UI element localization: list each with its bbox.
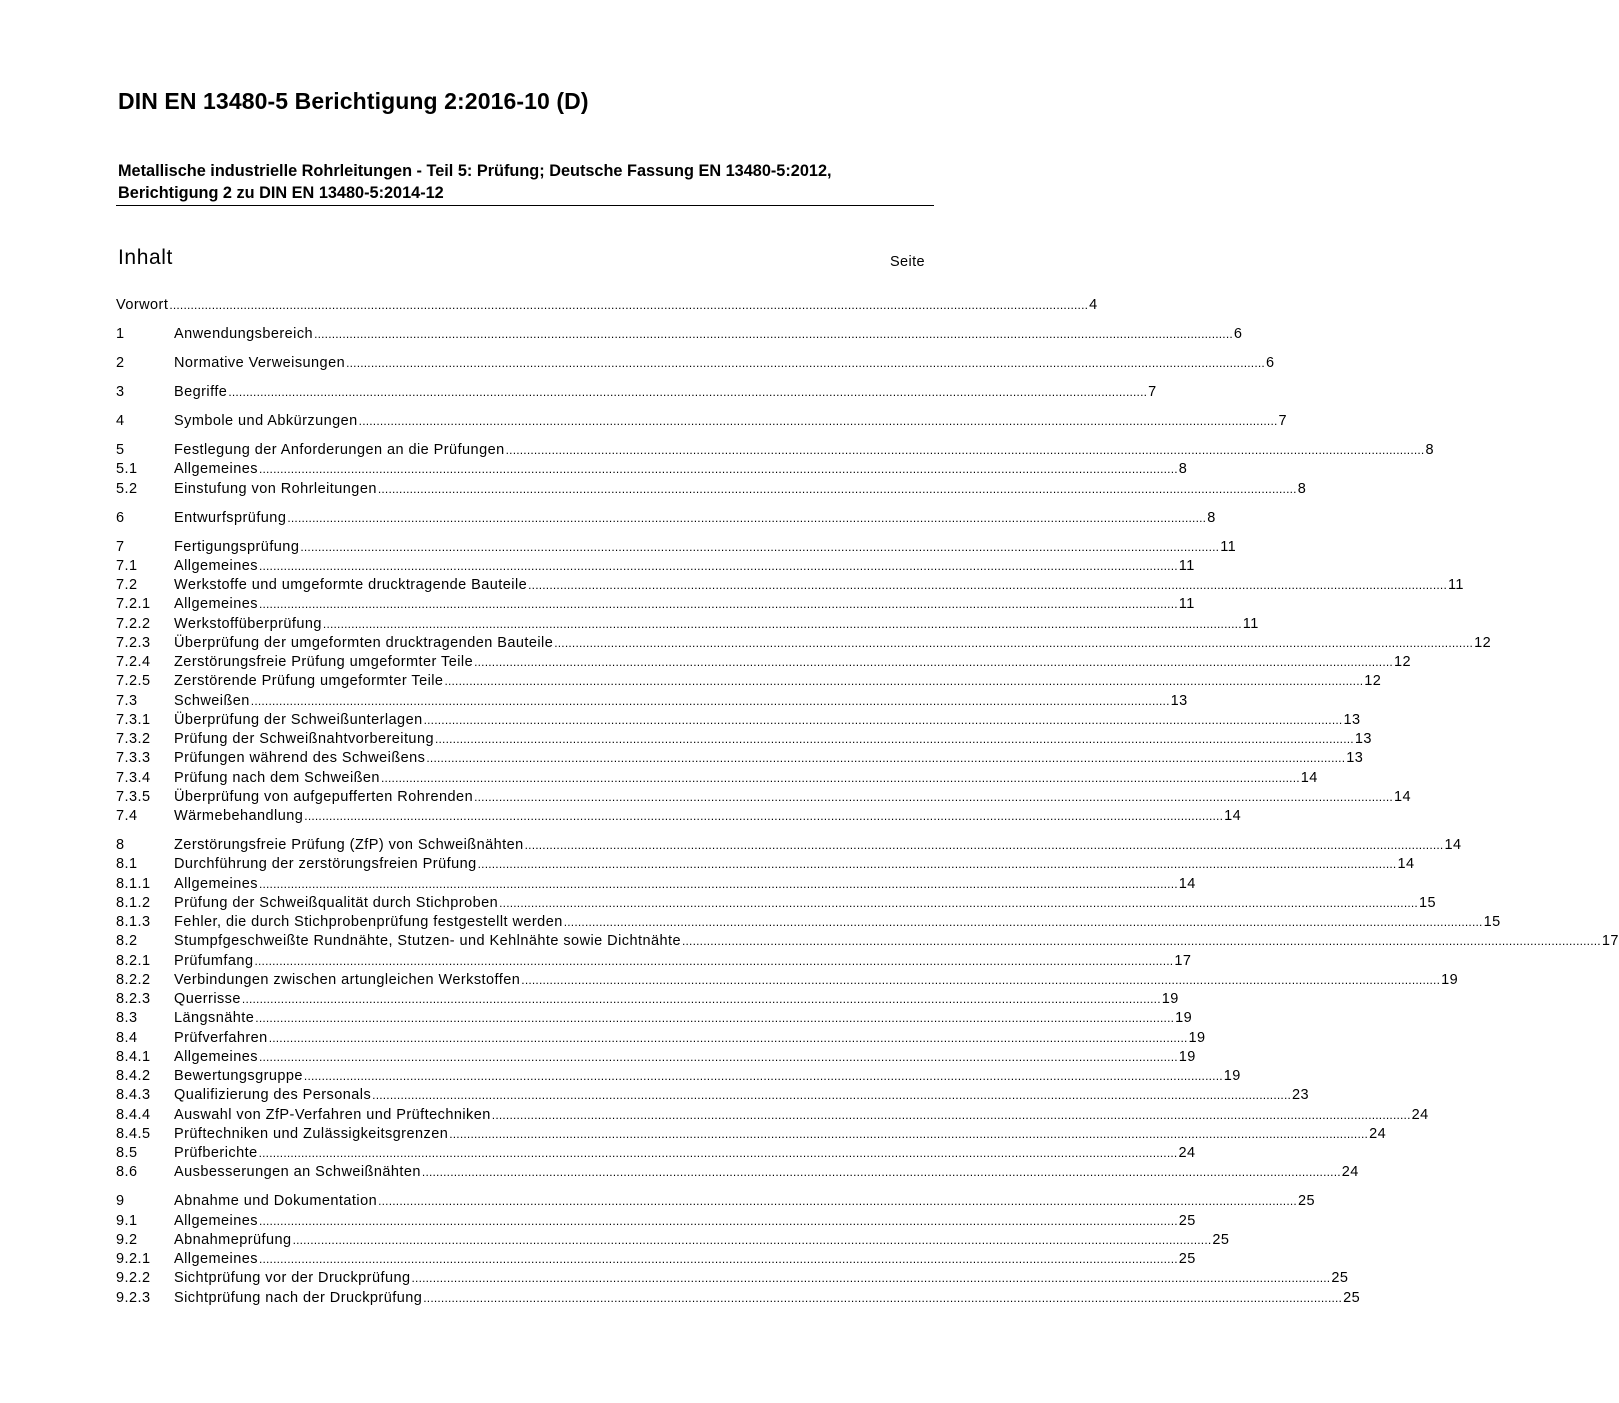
toc-entry-title: Abnahmeprüfung [174,1231,292,1248]
toc-entry-title: Verbindungen zwischen artungleichen Werkstoffen [174,971,521,988]
toc-leader-dots: .................................................................................................................................................................................................................................................................... [254,953,1174,968]
toc-entry[interactable] [116,1289,1361,1308]
toc-entry-title: Prüfungen während des Schweißens [174,750,426,767]
toc-entry[interactable] [116,807,1242,826]
toc-entry-page: 14 [1300,769,1318,786]
toc-entry[interactable] [116,1009,1193,1028]
toc-entry-number: 7.2.1 [116,596,151,613]
toc-entry-title: Normative Verweisungen [174,355,346,371]
toc-entry-page: 19 [1441,971,1459,988]
toc-entry[interactable] [116,354,1275,373]
toc-entry[interactable] [116,875,1196,894]
toc-leader-dots: .................................................................................................................................................................................................................................................................... [377,481,1297,496]
toc-entry-title: Vorwort [116,297,169,313]
toc-leader-dots: .................................................................................................................................................................................................................................................................... [268,1030,1188,1045]
toc-leader-dots: .................................................................................................................................................................................................................................................................... [258,1049,1178,1064]
toc-entry-title: Querrisse [174,991,241,1007]
toc-leader-dots: .................................................................................................................................................................................................................................................................... [378,1194,1297,1209]
toc-entry-title: Werkstoffüberprüfung [174,615,322,632]
toc-entry[interactable] [116,441,1434,460]
toc-entry-page: 25 [1178,1251,1196,1267]
toc-entry-number: 3 [116,384,125,400]
toc-entry-number: 8.2 [116,933,138,950]
toc-entry-page: 24 [1411,1106,1429,1123]
toc-leader-dots: .................................................................................................................................................................................................................................................................... [499,895,1418,910]
toc-entry[interactable] [116,1250,1196,1269]
toc-leader-dots: .................................................................................................................................................................................................................................................................... [563,915,1483,929]
toc-entry-page: 12 [1474,634,1492,651]
toc-leader-dots: .................................................................................................................................................................................................................................................................... [380,770,1300,785]
toc-entry-title: Allgemeines [174,461,258,478]
toc-entry-number: 8.4.5 [116,1125,151,1142]
toc-entry[interactable] [116,538,1237,557]
toc-entry-title: Ausbesserungen an Schweißnähten [174,1164,421,1181]
toc-entry[interactable] [116,990,1179,1009]
toc-heading: Inhalt [118,246,173,269]
toc-entry-number: 8.2.2 [116,971,151,988]
toc-entry[interactable] [116,952,1192,971]
toc-leader-dots: .................................................................................................................................................................................................................................................................... [477,857,1397,872]
toc-entry-number: 8.5 [116,1145,138,1161]
toc-entry-title: Entwurfsprüfung [174,509,287,526]
toc-entry-number: 4 [116,413,125,429]
toc-entry-title: Auswahl von ZfP-Verfahren und Prüftechniken [174,1106,491,1123]
toc-entry-page: 24 [1369,1125,1387,1142]
toc-entry-title: Stumpfgeschweißte Rundnähte, Stutzen- und Kehlnähte sowie Dichtnähte [174,933,681,950]
toc-entry-title: Zerstörungsfreie Prüfung umgeformter Teile [174,654,474,670]
toc-entry[interactable] [116,672,1382,691]
toc-entry-page: 14 [1178,875,1196,892]
toc-entry-page: 13 [1346,750,1364,767]
toc-leader-dots: .................................................................................................................................................................................................................................................................... [474,789,1393,804]
toc-entry-title: Durchführung der zerstörungsfreien Prüfung [174,856,477,873]
toc-entry-number: 9.2.3 [116,1289,151,1306]
toc-entry[interactable] [116,788,1411,807]
toc-entry-page: 17 [1601,933,1619,950]
toc-leader-dots: .................................................................................................................................................................................................................................................................... [474,655,1393,669]
toc-entry[interactable] [116,1212,1196,1231]
toc-entry-number: 9 [116,1193,125,1210]
toc-entry[interactable] [116,769,1318,788]
toc-entry-number: 8.4.4 [116,1106,151,1123]
toc-entry[interactable] [116,1144,1196,1163]
toc-entry[interactable] [116,480,1307,499]
toc-entry-page: 11 [1220,538,1237,555]
toc-leader-dots: .................................................................................................................................................................................................................................................................... [358,414,1278,428]
toc-leader-dots: .................................................................................................................................................................................................................................................................... [287,510,1207,525]
toc-leader-dots: .................................................................................................................................................................................................................................................................... [372,1088,1292,1103]
toc-entry[interactable] [116,711,1361,730]
toc-entry-number: 7 [116,538,125,555]
toc-entry-title: Fehler, die durch Stichprobenprüfung festgestellt werden [174,914,563,930]
toc-entry-page: 19 [1188,1029,1206,1046]
toc-entry-number: 6 [116,509,125,526]
toc-entry-title: Fertigungsprüfung [174,538,300,555]
toc-entry[interactable] [116,1163,1359,1182]
toc-entry-title: Allgemeines [174,1251,258,1267]
toc-entry[interactable] [116,412,1288,431]
toc-leader-dots: .................................................................................................................................................................................................................................................................... [505,443,1425,457]
toc-entry-page: 11 [1178,596,1195,613]
toc-leader-dots: .................................................................................................................................................................................................................................................................... [241,992,1161,1006]
toc-entry-number: 9.2 [116,1231,138,1248]
toc-entry-number: 8.2.1 [116,952,151,969]
toc-entry[interactable] [116,855,1415,874]
toc-leader-dots: .................................................................................................................................................................................................................................................................... [258,597,1178,612]
document-title: DIN EN 13480-5 Berichtigung 2:2016-10 (D) [118,88,589,114]
toc-entry-number: 7.2.3 [116,634,151,651]
document-subtitle: Metallische industrielle Rohrleitungen - Teil 5: Prüfung; Deutsche Fassung EN 13480-5:2012, Berichtigung 2 zu DIN EN 13480-5:2014-12 [118,162,832,202]
toc-entry-number: 8 [116,837,125,853]
toc-entry-page: 14 [1224,808,1242,824]
toc-entry-page: 11 [1242,615,1259,632]
toc-entry-page: 14 [1397,856,1415,873]
toc-entry[interactable] [116,1029,1206,1048]
toc-leader-dots: .................................................................................................................................................................................................................................................................... [554,635,1474,650]
toc-entry-number: 9.2.2 [116,1270,151,1287]
toc-entry[interactable] [116,1231,1230,1250]
toc-entry-title: Längsnähte [174,1010,255,1027]
toc-entry-page: 25 [1178,1212,1196,1229]
toc-entry-title: Prüfung der Schweißnahtvorbereitung [174,731,434,747]
toc-entry-number: 8.4 [116,1029,138,1046]
toc-leader-dots: .................................................................................................................................................................................................................................................................... [258,558,1178,573]
toc-entry[interactable] [116,1106,1429,1125]
toc-entry[interactable] [116,653,1411,672]
toc-entry-title: Überprüfung der Schweißunterlagen [174,711,423,728]
toc-leader-dots: .................................................................................................................................................................................................................................................................... [434,732,1354,746]
table-of-contents [116,296,1619,1308]
toc-entry-page: 13 [1343,711,1361,728]
toc-entry[interactable] [116,509,1216,528]
toc-entry-number: 7.3 [116,692,138,709]
toc-leader-dots: .................................................................................................................................................................................................................................................................... [258,876,1178,891]
toc-entry-title: Begriffe [174,384,228,400]
toc-entry-page: 25 [1343,1289,1361,1306]
toc-leader-dots: .................................................................................................................................................................................................................................................................... [449,1126,1369,1141]
toc-entry-title: Sichtprüfung vor der Druckprüfung [174,1270,411,1287]
toc-entry[interactable] [116,615,1259,634]
toc-entry-title: Anwendungsbereich [174,326,314,342]
toc-entry-number: 8.1.3 [116,914,151,930]
toc-entry-number: 5.1 [116,461,138,478]
toc-entry-number: 7.2 [116,577,138,593]
toc-entry-number: 7.4 [116,808,138,824]
toc-entry-page: 12 [1393,654,1411,670]
toc-entry-number: 9.2.1 [116,1251,151,1267]
toc-entry-title: Prüfverfahren [174,1029,268,1046]
toc-entry-title: Schweißen [174,692,250,709]
toc-entry-page: 6 [1233,326,1243,342]
toc-entry-page: 8 [1207,509,1216,526]
title-divider [116,205,934,206]
toc-entry-page: 19 [1223,1068,1241,1084]
toc-entry-number: 7.3.3 [116,750,151,767]
toc-entry-page: 24 [1341,1164,1359,1181]
toc-leader-dots: .................................................................................................................................................................................................................................................................... [491,1107,1411,1122]
toc-leader-dots: .................................................................................................................................................................................................................................................................... [322,616,1242,631]
toc-leader-dots: .................................................................................................................................................................................................................................................................... [426,751,1346,766]
toc-leader-dots: .................................................................................................................................................................................................................................................................... [258,1213,1178,1228]
toc-entry-page: 15 [1418,894,1436,911]
toc-leader-dots: .................................................................................................................................................................................................................................................................... [255,1011,1175,1026]
toc-entry[interactable] [116,894,1436,913]
toc-entry-page: 12 [1364,673,1382,690]
toc-entry-page: 11 [1447,577,1464,593]
toc-entry-page: 7 [1148,384,1157,400]
toc-entry[interactable] [116,971,1459,990]
toc-leader-dots: .................................................................................................................................................................................................................................................................... [421,1165,1341,1180]
toc-leader-dots: .................................................................................................................................................................................................................................................................... [314,327,1233,341]
toc-entry-number: 7.3.4 [116,769,151,786]
toc-entry[interactable] [116,595,1195,614]
toc-entry-page: 6 [1265,355,1275,371]
toc-entry-page: 19 [1178,1048,1196,1065]
toc-entry-page: 4 [1089,297,1098,313]
toc-entry-number: 9.1 [116,1212,138,1229]
toc-entry-page: 13 [1170,692,1188,709]
toc-entry-title: Zerstörungsfreie Prüfung (ZfP) von Schweißnähten [174,837,524,853]
toc-leader-dots: .................................................................................................................................................................................................................................................................... [346,356,1265,370]
toc-entry-page: 19 [1175,1010,1193,1027]
toc-entry-number: 1 [116,326,125,342]
toc-entry-page: 25 [1297,1193,1315,1210]
toc-leader-dots: .................................................................................................................................................................................................................................................................... [444,674,1364,689]
toc-entry[interactable] [116,1048,1196,1067]
toc-entry-title: Allgemeines [174,596,258,613]
toc-entry-number: 8.4.1 [116,1048,151,1065]
toc-entry-title: Festlegung der Anforderungen an die Prüfungen [174,442,505,458]
toc-entry-title: Überprüfung der umgeformten drucktragenden Bauteile [174,634,554,651]
toc-entry-title: Sichtprüfung nach der Druckprüfung [174,1289,423,1306]
toc-entry-number: 8.4.3 [116,1087,151,1104]
toc-leader-dots: .................................................................................................................................................................................................................................................................... [292,1232,1212,1247]
toc-entry-title: Qualifizierung des Personals [174,1087,372,1104]
toc-entry-title: Überprüfung von aufgepufferten Rohrenden [174,788,474,805]
toc-entry-title: Bewertungsgruppe [174,1068,303,1084]
toc-entry-number: 7.3.5 [116,788,151,805]
toc-entry-number: 8.6 [116,1164,138,1181]
toc-entry-number: 8.1.2 [116,894,151,911]
toc-entry-title: Wärmebehandlung [174,808,304,824]
toc-entry-page: 11 [1178,557,1195,574]
toc-entry-title: Allgemeines [174,875,258,892]
toc-entry-title: Abnahme und Dokumentation [174,1193,378,1210]
toc-entry[interactable] [116,576,1464,595]
toc-leader-dots: .................................................................................................................................................................................................................................................................... [681,934,1601,949]
toc-leader-dots: .................................................................................................................................................................................................................................................................... [528,578,1447,592]
toc-entry-number: 8.1.1 [116,875,151,892]
toc-entry[interactable] [116,383,1157,402]
toc-entry-title: Allgemeines [174,1212,258,1229]
toc-entry-page: 24 [1178,1145,1196,1161]
toc-entry-title: Prüftechniken und Zulässigkeitsgrenzen [174,1125,449,1142]
toc-entry[interactable] [116,557,1195,576]
toc-entry-title: Allgemeines [174,557,258,574]
toc-entry[interactable] [116,749,1364,768]
toc-entry-page: 8 [1178,461,1188,478]
toc-entry-page: 25 [1331,1270,1349,1287]
toc-entry-page: 14 [1444,837,1462,853]
toc-entry-number: 5.2 [116,480,138,497]
toc-entry-title: Prüfung nach dem Schweißen [174,769,380,786]
toc-leader-dots: .................................................................................................................................................................................................................................................................... [423,1290,1343,1305]
toc-entry-page: 19 [1161,991,1179,1007]
toc-leader-dots: .................................................................................................................................................................................................................................................................... [411,1271,1331,1286]
toc-entry[interactable] [116,1086,1310,1105]
toc-entry-number: 7.2.5 [116,673,151,690]
toc-leader-dots: .................................................................................................................................................................................................................................................................... [423,712,1343,727]
toc-entry-number: 7.3.2 [116,731,151,747]
toc-entry[interactable] [116,634,1492,653]
toc-leader-dots: .................................................................................................................................................................................................................................................................... [304,809,1224,823]
toc-entry[interactable] [116,1269,1349,1288]
toc-entry[interactable] [116,692,1188,711]
toc-entry[interactable] [116,836,1462,855]
toc-entry[interactable] [116,1067,1241,1086]
toc-entry-title: Zerstörende Prüfung umgeformter Teile [174,673,444,690]
toc-entry-page: 23 [1292,1087,1310,1104]
toc-entry-page: 25 [1212,1231,1230,1248]
toc-entry[interactable] [116,1125,1387,1144]
toc-entry-page: 7 [1278,413,1288,429]
toc-leader-dots: .................................................................................................................................................................................................................................................................... [250,693,1170,708]
toc-entry-page: 13 [1354,731,1372,747]
toc-leader-dots: .................................................................................................................................................................................................................................................................... [228,385,1148,399]
toc-entry-title: Allgemeines [174,1048,258,1065]
toc-leader-dots: .................................................................................................................................................................................................................................................................... [258,1252,1178,1266]
toc-entry-number: 7.1 [116,557,138,574]
toc-leader-dots: .................................................................................................................................................................................................................................................................... [258,462,1178,477]
toc-entry-number: 8.3 [116,1010,138,1027]
toc-entry-number: 5 [116,442,125,458]
toc-entry-number: 8.4.2 [116,1068,151,1084]
toc-entry-title: Einstufung von Rohrleitungen [174,480,377,497]
toc-leader-dots: .................................................................................................................................................................................................................................................................... [169,298,1089,312]
toc-leader-dots: .................................................................................................................................................................................................................................................................... [258,1146,1178,1160]
toc-entry-page: 8 [1425,442,1434,458]
toc-leader-dots: .................................................................................................................................................................................................................................................................... [303,1069,1223,1083]
toc-entry[interactable] [116,932,1619,951]
toc-entry-title: Prüfberichte [174,1145,258,1161]
toc-entry[interactable] [116,913,1501,932]
toc-entry-page: 15 [1483,914,1501,930]
toc-entry-number: 7.3.1 [116,711,151,728]
toc-leader-dots: .................................................................................................................................................................................................................................................................... [300,539,1220,554]
toc-entry-page: 14 [1393,788,1411,805]
toc-entry-number: 7.2.4 [116,654,151,670]
toc-entry-page: 17 [1174,952,1192,969]
toc-leader-dots: .................................................................................................................................................................................................................................................................... [524,838,1444,852]
toc-entry-number: 8.1 [116,856,138,873]
toc-entry-title: Prüfung der Schweißqualität durch Stichproben [174,894,499,911]
toc-entry[interactable] [116,1192,1315,1211]
toc-entry-page: 8 [1297,480,1307,497]
toc-entry[interactable] [116,296,1098,315]
toc-entry[interactable] [116,460,1188,479]
toc-entry[interactable] [116,730,1372,749]
toc-entry-title: Symbole und Abkürzungen [174,413,358,429]
toc-leader-dots: .................................................................................................................................................................................................................................................................... [521,972,1441,987]
toc-entry-number: 2 [116,355,125,371]
toc-entry-number: 8.2.3 [116,991,151,1007]
toc-entry-number: 7.2.2 [116,615,151,632]
toc-entry-title: Werkstoffe und umgeformte drucktragende Bauteile [174,577,528,593]
toc-entry[interactable] [116,325,1243,344]
toc-entry-title: Prüfumfang [174,952,254,969]
page-column-label: Seite [889,254,925,270]
